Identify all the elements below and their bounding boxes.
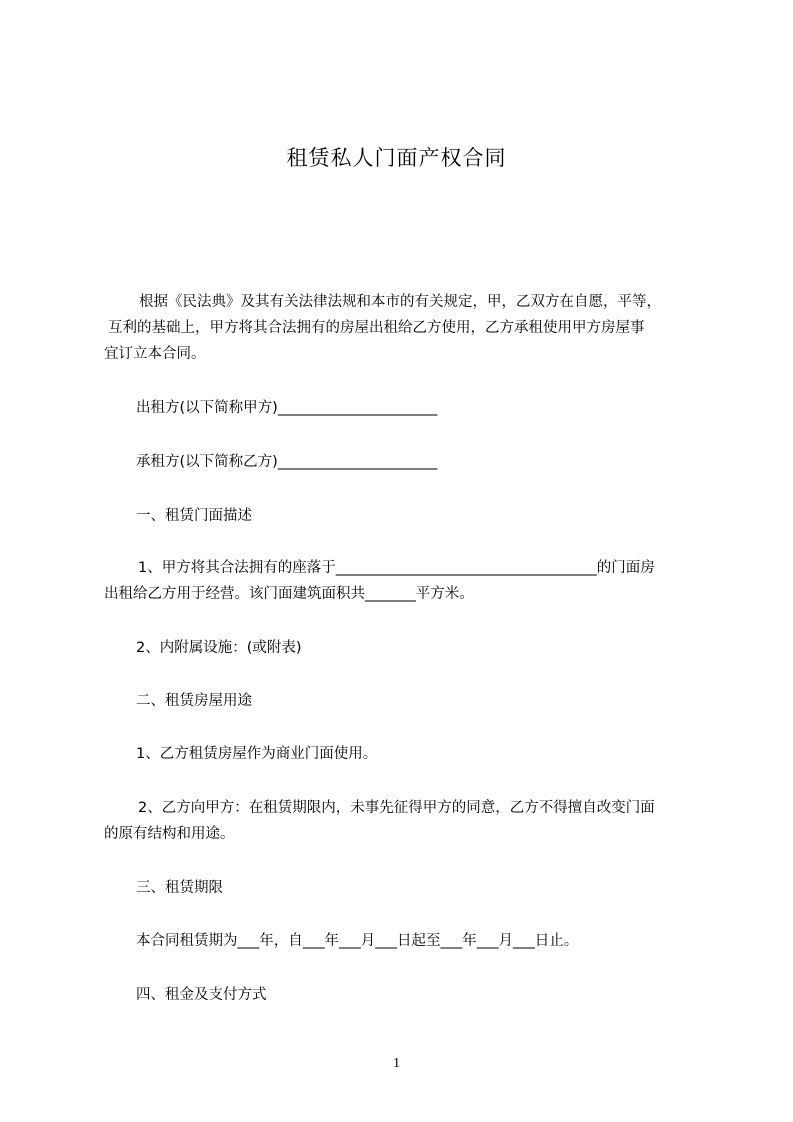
section-1-item-1-line-1: 1、甲方将其合法拥有的座落于____________________________________的门面房 — [138, 560, 655, 576]
lessor-line: 出租方(以下简称甲方)______________________ — [136, 400, 438, 416]
intro-line-1: 根据《民法典》及其有关法律法规和本市的有关规定，甲，乙双方在自愿，平等， — [139, 294, 661, 310]
section-2-heading: 二、租赁房屋用途 — [136, 693, 252, 709]
lessee-line: 承租方(以下简称乙方)______________________ — [136, 454, 438, 470]
section-4-heading: 四、租金及支付方式 — [136, 987, 267, 1003]
section-2-item-2-line-2: 的原有结构和用途。 — [104, 826, 235, 842]
section-3-text: 本合同租赁期为___年，自___年___月___日起至___年___月___日止。 — [136, 933, 579, 949]
section-2-item-2-line-1: 2、乙方向甲方：在租赁期限内，未事先征得甲方的同意，乙方不得擅自改变门面 — [138, 800, 655, 816]
section-2-item-1: 1、乙方租赁房屋作为商业门面使用。 — [136, 746, 378, 762]
document-title: 租赁私人门面产权合同 — [286, 146, 507, 170]
section-1-item-2: 2、内附属设施：(或附表) — [136, 640, 302, 656]
section-1-item-1-line-2: 出租给乙方用于经营。该门面建筑面积共_______平方米。 — [104, 586, 474, 602]
section-3-heading: 三、租赁期限 — [136, 880, 223, 896]
intro-line-3: 宜订立本合同。 — [104, 346, 206, 362]
intro-line-2: 互利的基础上，甲方将其合法拥有的房屋出租给乙方使用，乙方承租使用甲方房屋事 — [108, 320, 645, 336]
section-1-heading: 一、租赁门面描述 — [136, 508, 252, 524]
page-number: 1 — [393, 1056, 400, 1071]
